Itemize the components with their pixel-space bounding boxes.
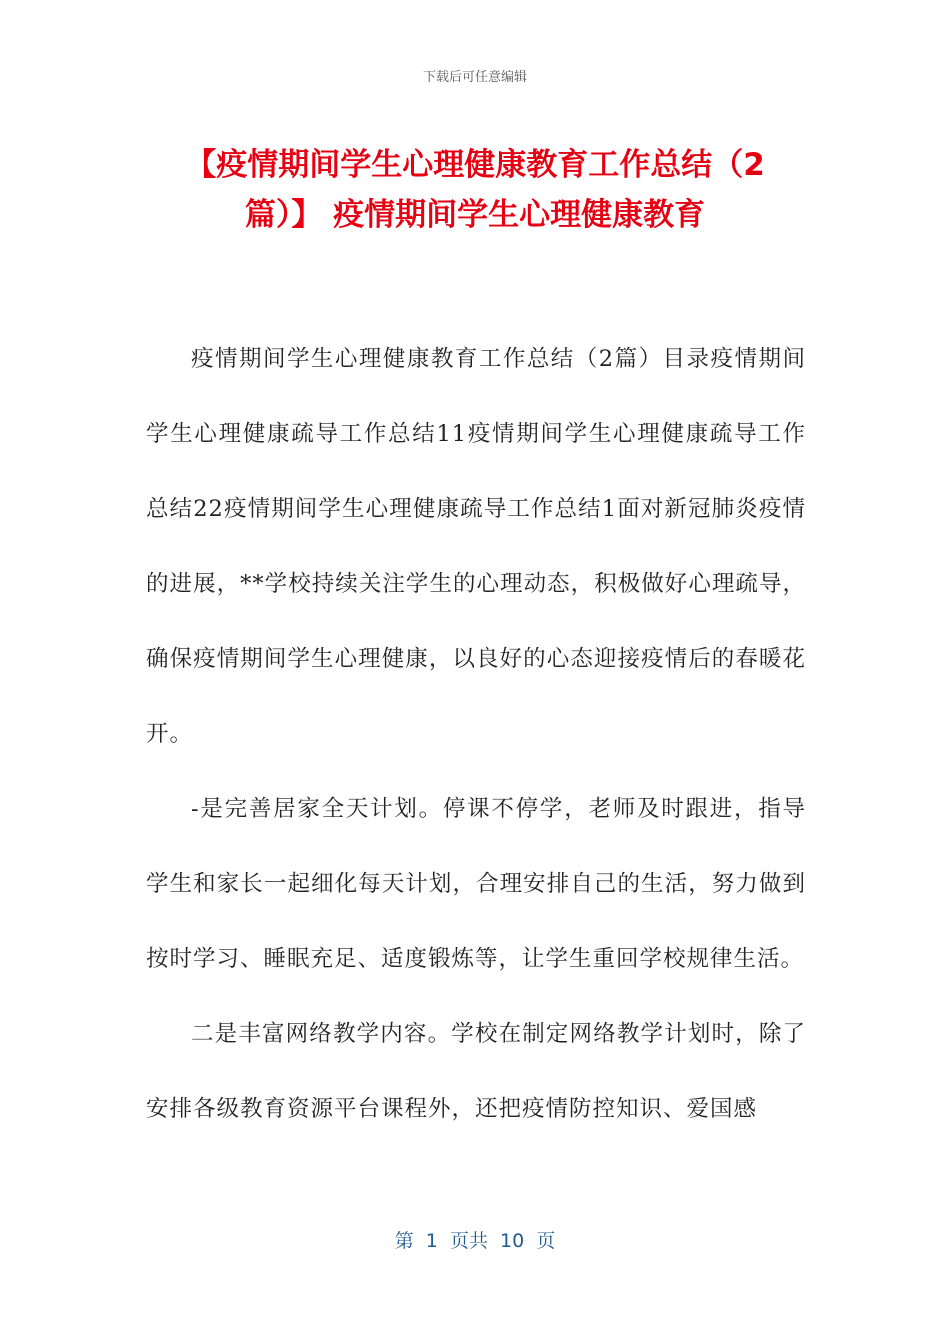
page-footer: 第 1 页共 10 页: [394, 1230, 556, 1252]
document-body: [146, 322, 806, 1147]
paragraph-2: -是完善居家全天计划。停课不停学，老师及时跟进，指导学生和家长一起细化每天计划，合理安排自己的生活，努力做到按时学习、睡眠充足、适度锻炼等，让学生重回学校规律生活。: [146, 796, 806, 972]
header-note: 下载后可任意编辑: [422, 70, 527, 85]
document-title: 【疫情期间学生心理健康教育工作总结（2篇）】 疫情期间学生心理健康教育: [185, 147, 765, 233]
paragraph-1: 疫情期间学生心理健康教育工作总结（2篇）目录疫情期间学生心理健康疏导工作总结11疫情期间学生心理健康疏导工作总结22疫情期间学生心理健康疏导工作总结1面对新冠肺炎疫情的进展，**学校持续关注学生的心理动态，积极做好心理疏导，确保疫情期间学生心理健康，以良好的心态迎接疫情后的春暖花开。: [146, 346, 806, 747]
paragraph-3: 二是丰富网络教学内容。学校在制定网络教学计划时，除了安排各级教育资源平台课程外，还把疫情防控知识、爱国感: [146, 1021, 806, 1122]
